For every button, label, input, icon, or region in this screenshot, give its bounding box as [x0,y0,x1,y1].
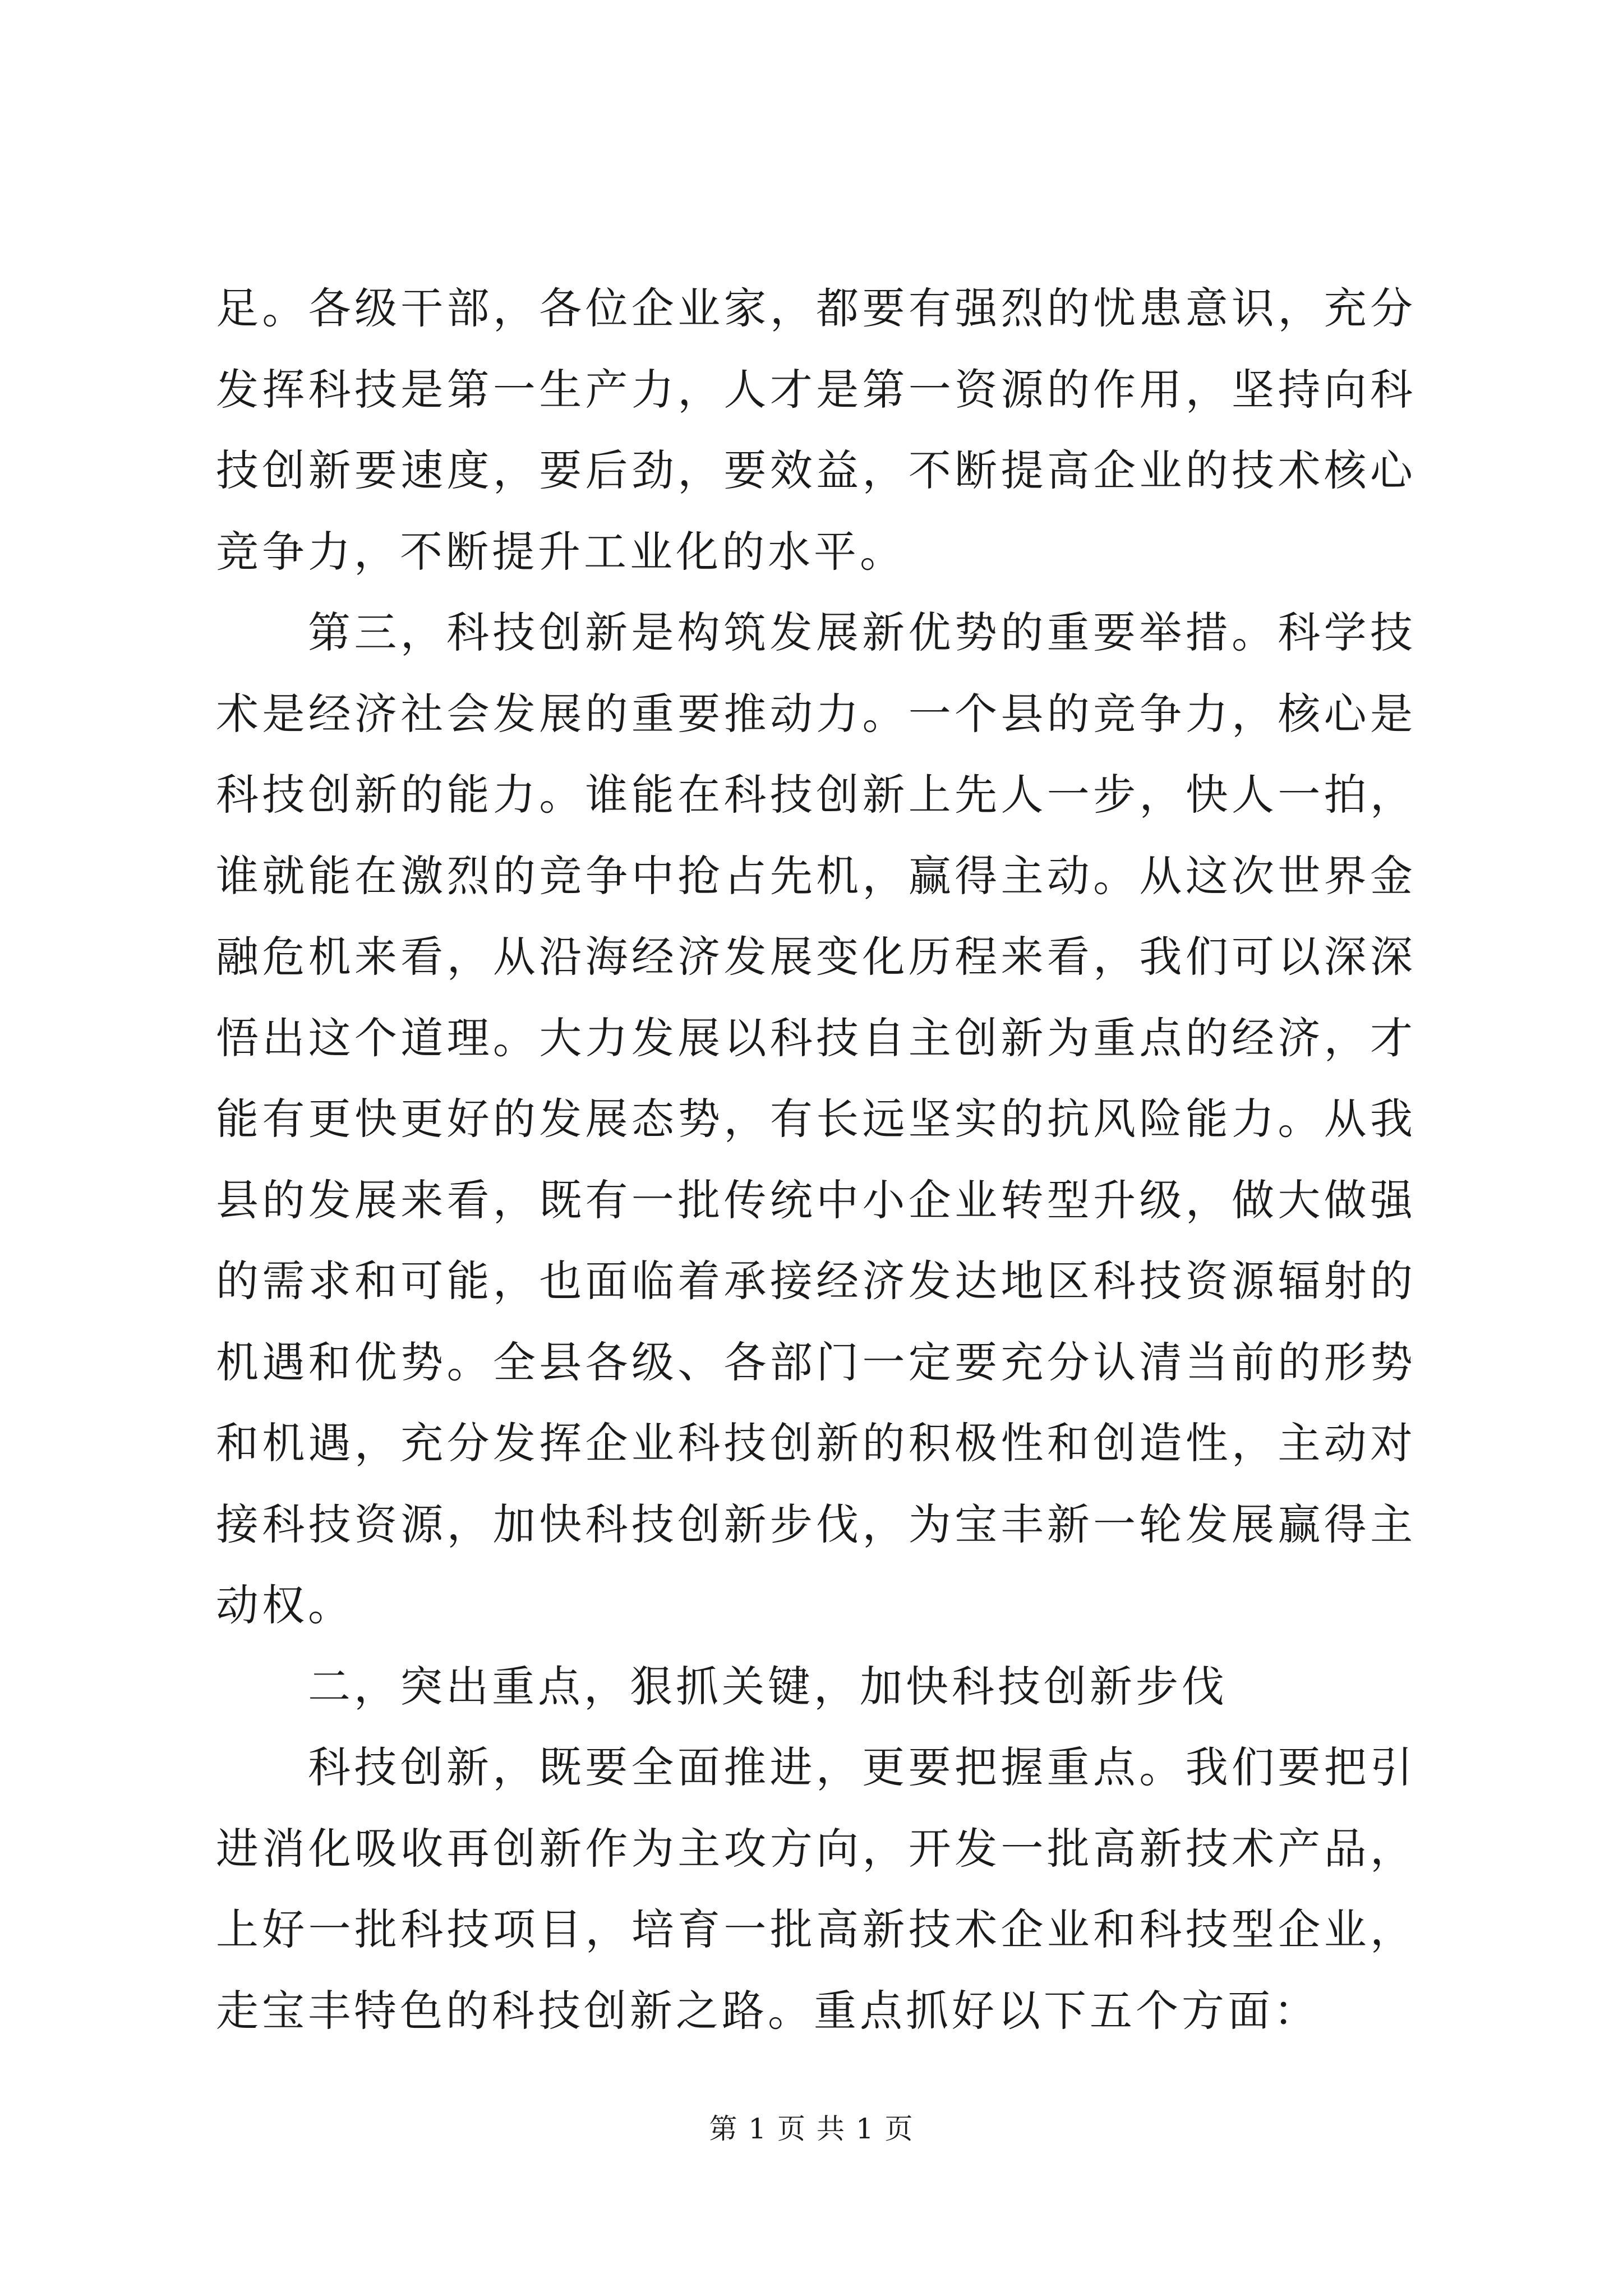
document-body [216,268,1416,2051]
page-footer: 第 1 页 共 1 页 [709,2113,914,2145]
paragraph-section-two-intro: 科技创新，既要全面推进，更要把握重点。我们要把引进消化吸收再创新作为主攻方向，开发一批高新技术产品，上好一批科技项目，培育一批高新技术企业和科技型企业，走宝丰特色的科技创新之路。重点抓好以下五个方面： [216,1742,1416,2036]
paragraph-continuation: 足。各级干部，各位企业家，都要有强烈的忧患意识，充分发挥科技是第一生产力，人才是第一资源的作用，坚持向科技创新要速度，要后劲，要效益，不断提高企业的技术核心竞争力，不断提升工业化的水平。 [216,283,1416,577]
paragraph-point-three: 第三，科技创新是构筑发展新优势的重要举措。科学技术是经济社会发展的重要推动力。一个县的竞争力，核心是科技创新的能力。谁能在科技创新上先人一步，快人一拍，谁就能在激烈的竞争中抢占先机，赢得主动。从这次世界金融危机来看，从沿海经济发展变化历程来看，我们可以深深悟出这个道理。大力发展以科技自主创新为重点的经济，才能有更快更好的发展态势，有长远坚实的抗风险能力。从我县的发展来看，既有一批传统中小企业转型升级，做大做强的需求和可能，也面临着承接经济发达地区科技资源辐射的机遇和优势。全县各级、各部门一定要充分认清当前的形势和机遇，充分发挥企业科技创新的积极性和创造性，主动对接科技资源，加快科技创新步伐，为宝丰新一轮发展赢得主动权。 [216,608,1416,1630]
section-heading-two: 二，突出重点，狠抓关键，加快科技创新步伐 [308,1661,1228,1711]
